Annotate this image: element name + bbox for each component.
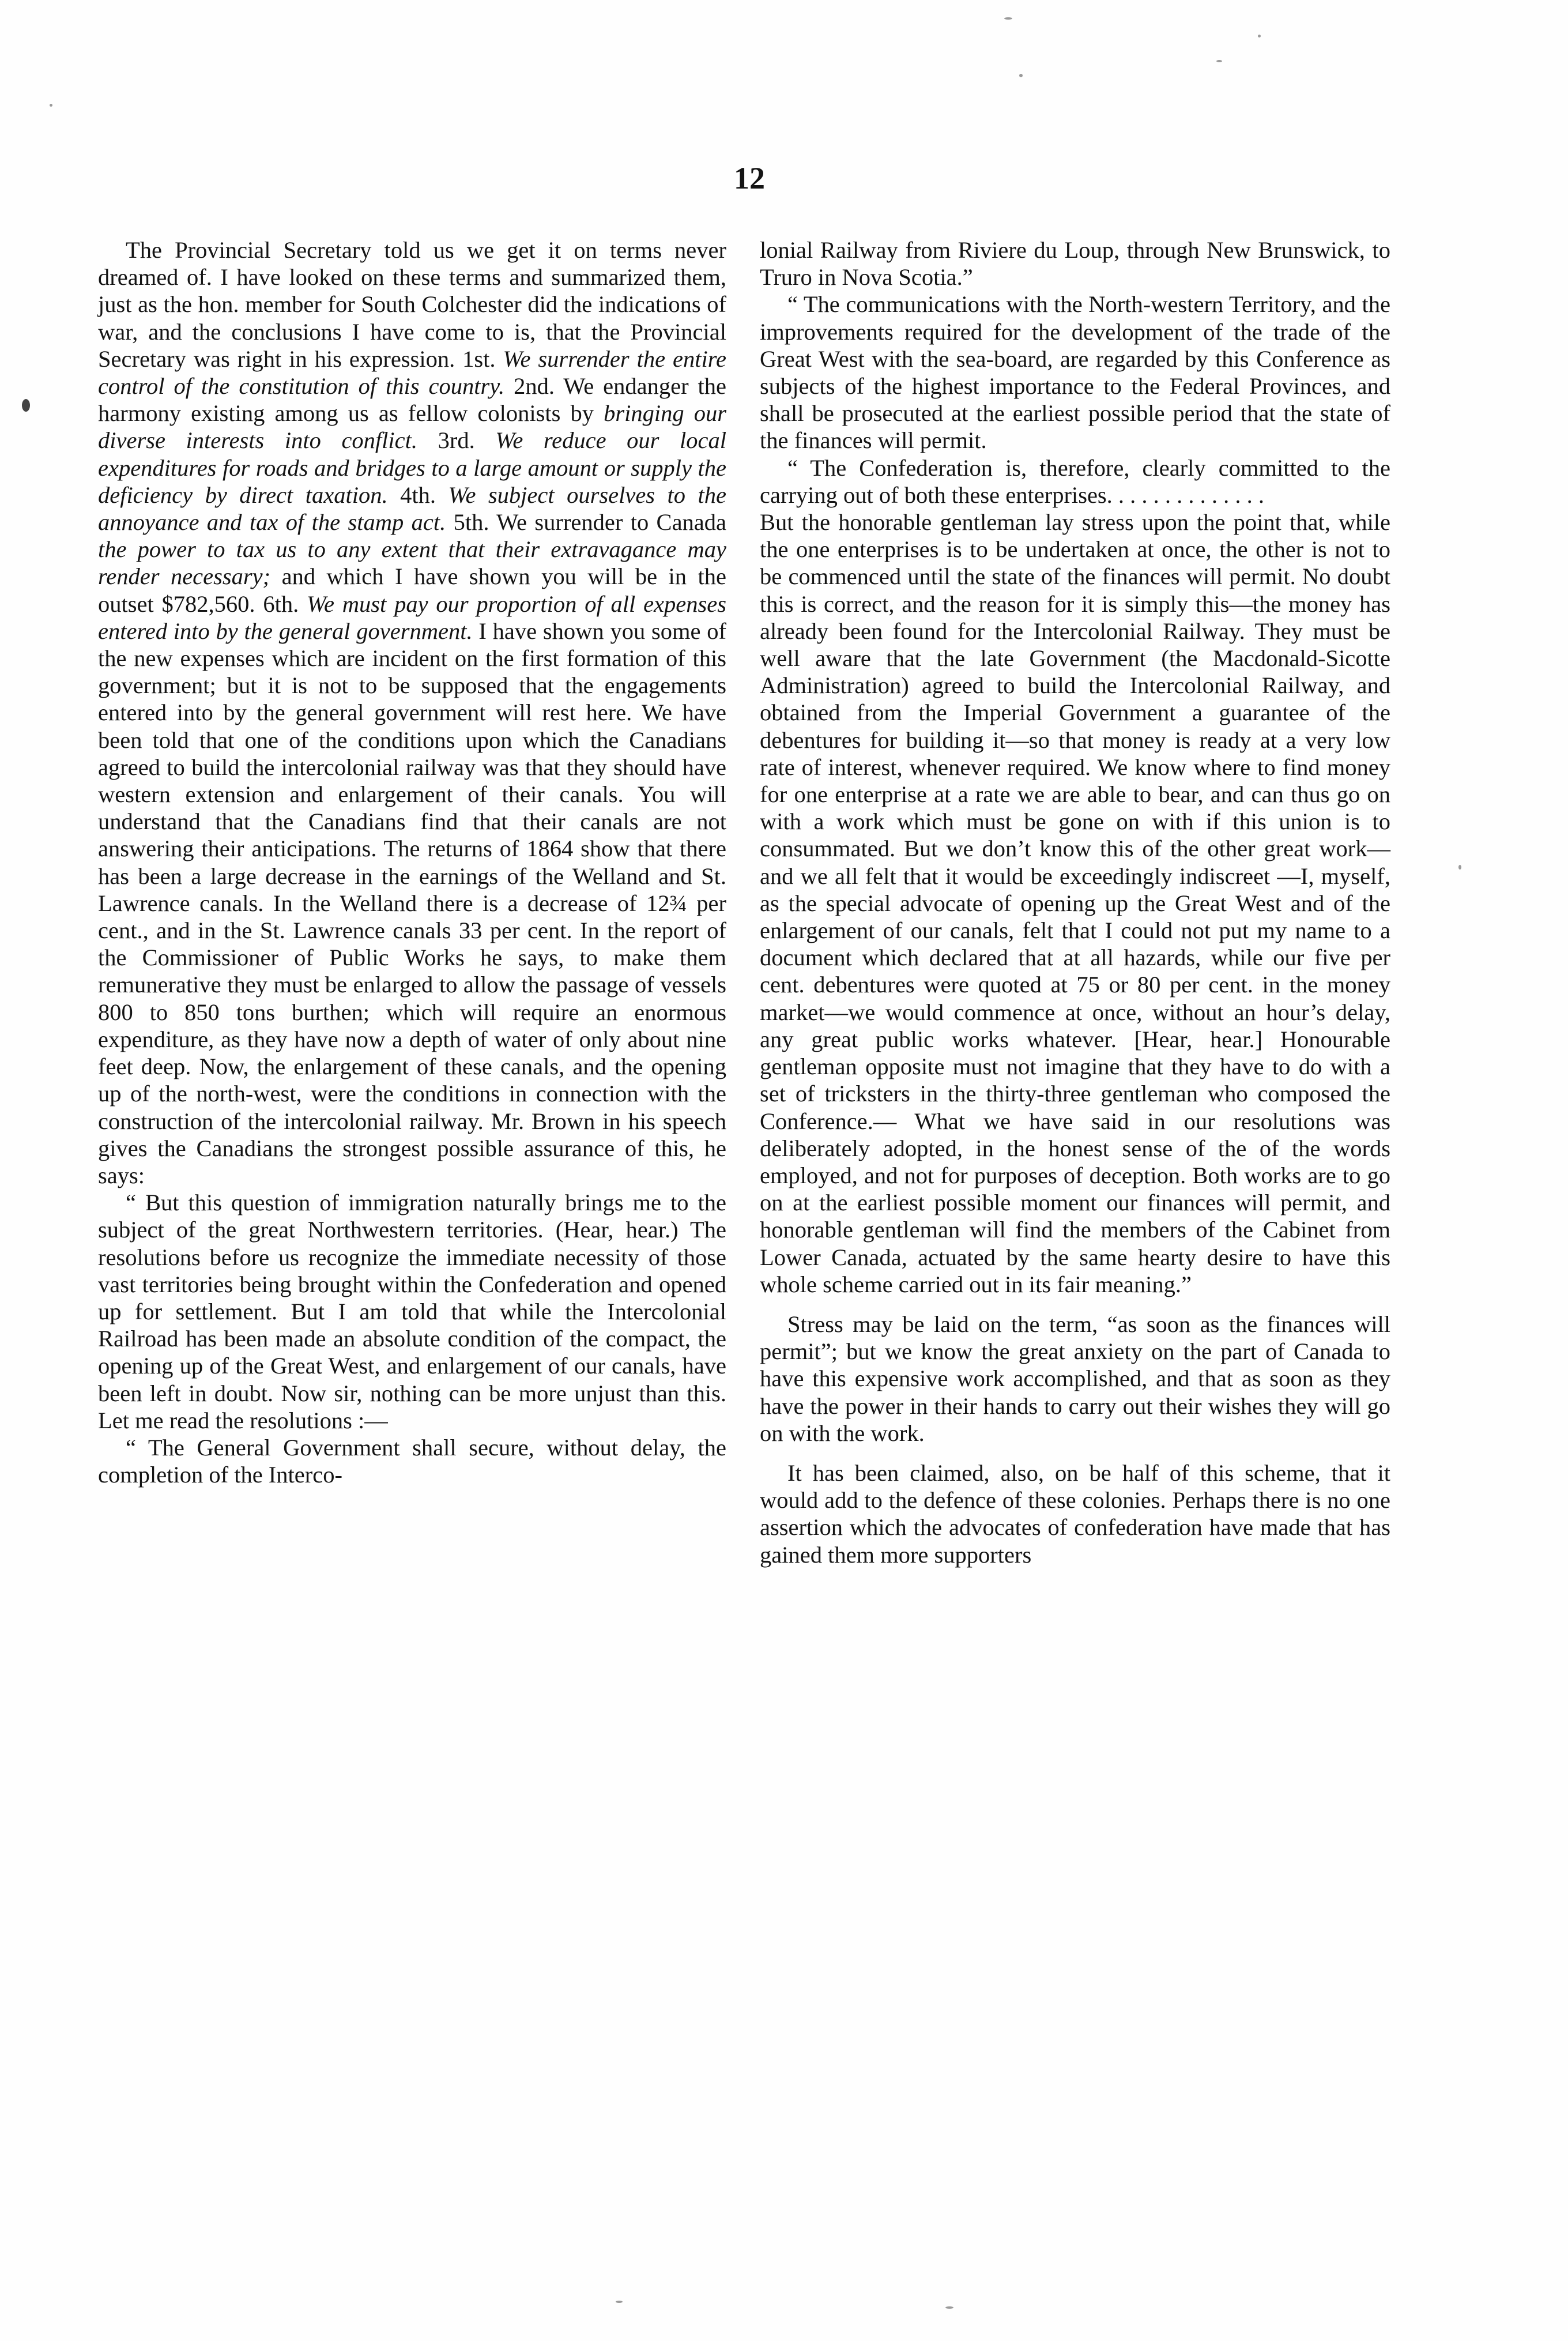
text-run: I have shown you some of the new expenses which are incident on the first formation of this government; but it is not to be supposed that the engagements entered into by the general government will rest here. We have been told that one of the conditions upon which the Canadians agreed to build the intercolonial railway was that they should have western extension and enlargement of their canals. You will understand that the Canadians find that their canals are not answering their anticipations. The returns of 1864 show that there has been a large decrease in the earnings of the Welland and St. Lawrence canals. In the Welland there is a decrease of 12¾ per cent., and in the St. Lawrence canals 33 per cent. In the report of the Commissioner of Public Works he says, to make them remunerative they must be enlarged to allow the passage of vessels 800 to 850 tons burthen; which will require an enormous expenditure, as they have now a depth of water of only about nine feet deep. Now, the enlargement of these canals, and the opening up of the north-west, were the conditions in connection with the construction of the intercolonial railway. Mr. Brown in his speech gives the Canadians the strongest possible assurance of this, he says: [98, 618, 726, 1188]
italic-text-run: We must pay our proportion of all expenses entered into by the general government. [98, 590, 726, 644]
italic-text-run: the power to tax us to any extent that their extravagance may render necessary; [98, 536, 726, 590]
scan-speck [50, 104, 52, 107]
text-run: “ The communications with the North-western Territory, and the improvements required for the development of the trade of the Great West with the sea-board, are regarded by this Conference as subjects of the highest importance to the Federal Provinces, and shall be prosecuted at the earliest possible period that the state of the finances will permit. [760, 291, 1390, 454]
text-run: “ The Confederation is, therefore, clearly committed to the carrying out of both these enterprises. . . . . . . . . . . . . . [760, 454, 1390, 508]
right-column [760, 236, 1390, 1568]
italic-text-run: We subject ourselves to the annoyance and tax of the stamp act. [98, 481, 726, 536]
paragraph [760, 1459, 1390, 1568]
scan-speck [1019, 74, 1023, 77]
paragraph [760, 291, 1390, 454]
page-number: 12 [734, 161, 765, 195]
text-run: The Provincial Secretary told us we get it on terms never dreamed of. I have looked on these terms and summarized them, just as the hon. member for South Colchester did the indications of war, and the conclusions I have come to is, that the Provincial Secretary was right in his expression. 1st. [98, 237, 726, 372]
scan-speck [616, 2301, 623, 2303]
paragraph [98, 1434, 726, 1488]
text-run: 2nd. We endanger the harmony existing among us as fellow colonists by [98, 373, 726, 427]
italic-text-run: bringing our diverse interests into conflict. [98, 400, 727, 454]
paragraph [760, 236, 1390, 291]
scan-speck [1258, 35, 1261, 37]
text-run: lonial Railway from Riviere du Loup, through New Brunswick, to Truro in Nova Scotia.” [760, 237, 1390, 291]
text-run: “ But this question of immigration naturally brings me to the subject of the great Northwestern territories. (Hear, hear.) The resolutions before us recognize the immediate necessity of those vast territories being brought within the Confederation and opened up for settlement. But I am told that while the Intercolonial Railroad has been made an absolute condition of the compact, the opening up of the Great West, and enlargement of our canals, have been left in doubt. Now sir, nothing can be more unjust than this. Let me read the resolutions :— [98, 1190, 726, 1433]
scan-speck [1216, 60, 1222, 62]
text-run: 5th. We surrender to Canada [446, 509, 726, 536]
italic-text-run: We reduce our local expenditures for roads and bridges to a large amount or supply the deficiency by direct taxation. [98, 427, 727, 508]
left-column [98, 236, 726, 1488]
scan-speck [1004, 17, 1012, 20]
scan-speck [1458, 865, 1461, 870]
paragraph [98, 236, 726, 1189]
text-run: “ The General Government shall secure, without delay, the completion of the Interco- [98, 1434, 726, 1488]
text-run: 3rd. [417, 427, 496, 454]
paragraph [760, 1311, 1390, 1447]
text-run: Stress may be laid on the term, “as soon as the finances will permit”; but we know the great anxiety on the part of Canada to have this expensive work accomplished, and that as soon as they have the power in their hands to carry out their wishes they will go on with the work. [760, 1311, 1390, 1446]
text-run: 4th. [387, 481, 448, 508]
text-run: and which I have shown you will be in the outset $782,560. 6th. [98, 563, 726, 617]
text-run: But the honorable gentleman lay stress upon the point that, while the one enterprises is to be undertaken at once, the other is not to be commenced until the state of the finances will permit. No doubt this is correct, and the reason for it is simply this—the money has already been found for the Intercolonial Railway. They must be well aware that the late Government (the Macdonald-Sicotte Administration) agreed to build the Intercolonial Railway, and obtained from the Imperial Government a guarantee of the debentures for building it—so that money is ready at a very low rate of interest, whenever required. We know where to find money for one enterprise at a rate we are able to bear, and can thus go on with a work which must be gone on with if this union is to consummated. But we don’t know this of the other great work—and we all felt that it would be exceedingly indiscreet —I, myself, as the special advocate of opening up the Great West and of the enlargement of our canals, felt that I could not put my name to a document which declared that at all hazards, while our five per cent. debentures were quoted at 75 or 80 per cent. in the money market—we would commence at once, without an hour’s delay, any great public works whatever. [Hear, hear.] Honourable gentleman opposite must not imagine that they have to do with a set of tricksters in the thirty-three gentleman who composed the Conference.— What we have said in our resolutions was deliberately adopted, in the honest sense of the of the words employed, and not for purposes of deception. Both works are to go on at the earliest possible moment our finances will permit, and honorable gentleman will find the members of the Cabinet from Lower Canada, actuated by the same hearty desire to have this whole scheme carried out in its fair meaning.” [760, 509, 1390, 1297]
scan-speck [22, 399, 30, 412]
scan-speck [945, 2306, 953, 2309]
paragraph [760, 454, 1390, 509]
italic-text-run: We surrender the entire control of the constitution of this country. [98, 345, 726, 400]
paragraph [760, 509, 1390, 1298]
text-run: It has been claimed, also, on be half of this scheme, that it would add to the defence of these colonies. Perhaps there is no one assertion which the advocates of confederation have made that has gained them more supporters [760, 1459, 1390, 1568]
paragraph [98, 1189, 726, 1434]
